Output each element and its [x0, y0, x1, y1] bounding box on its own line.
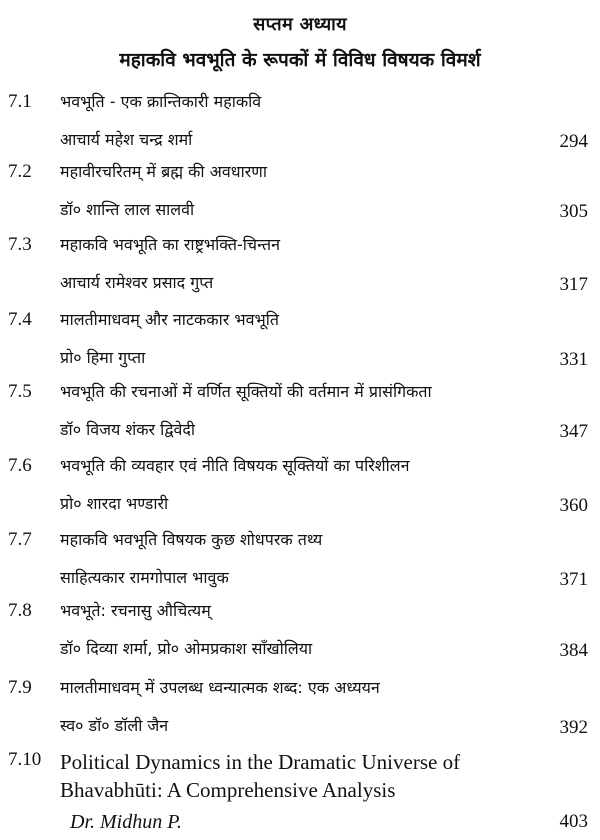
entry-page-number: 360: [559, 495, 588, 516]
entry-author: आचार्य रामेश्वर प्रसाद गुप्त: [60, 273, 214, 292]
entry-number: 7.2: [8, 161, 32, 182]
entry-title: महाकवि भवभूति विषयक कुछ शोधपरक तथ्य: [60, 530, 323, 549]
toc-entry: [0, 380, 600, 458]
entry-title: भवभूति की व्यवहार एवं नीति विषयक सूक्तियों का परिशीलन: [60, 456, 410, 475]
entry-title: मालतीमाधवम् में उपलब्ध ध्वन्यात्मक शब्द: एक अध्ययन: [60, 678, 380, 697]
entry-title: महाकवि भवभूति का राष्ट्रभक्ति-चिन्तन: [60, 235, 281, 254]
entry-author: आचार्य महेश चन्द्र शर्मा: [60, 130, 193, 149]
entry-number: 7.1: [8, 91, 32, 112]
toc-entry: [0, 748, 600, 836]
entry-author: डॉ० दिव्या शर्मा, प्रो० ओमप्रकाश साँखोलिया: [60, 639, 313, 658]
toc-entry: [0, 90, 600, 168]
entry-title: भवभूति - एक क्रान्तिकारी महाकवि: [60, 92, 262, 111]
toc-entry: [0, 160, 600, 238]
entry-page-number: 305: [559, 201, 588, 222]
entry-number: 7.8: [8, 600, 32, 621]
entry-author: डॉ० शान्ति लाल सालवी: [60, 200, 195, 219]
entry-page-number: 384: [559, 640, 588, 661]
entry-author: साहित्यकार रामगोपाल भावुक: [60, 568, 229, 587]
entry-author: प्रो० शारदा भण्डारी: [60, 494, 169, 513]
entry-title: महावीरचरितम् में ब्रह्म की अवधारणा: [60, 162, 267, 181]
entry-author: स्व० डॉ० डॉली जैन: [60, 716, 169, 735]
entry-author: प्रो० हिमा गुप्ता: [60, 348, 146, 367]
toc-entry: [0, 454, 600, 532]
entry-title: भवभूति की रचनाओं में वर्णित सूक्तियों की वर्तमान में प्रासंगिकता: [60, 382, 432, 401]
toc-entry: [0, 308, 600, 386]
chapter-label: सप्तम अध्याय: [253, 14, 347, 35]
chapter-title: महाकवि भवभूति के रूपकों में विविध विषयक विमर्श: [119, 49, 481, 71]
entry-page-number: 294: [559, 131, 588, 152]
entry-title: भवभूते: रचनासु औचित्यम्: [60, 601, 211, 620]
entry-page-number: 371: [559, 569, 588, 590]
entry-number: 7.5: [8, 381, 32, 402]
toc-entry: [0, 676, 600, 754]
toc-entry: [0, 528, 600, 606]
entry-number: 7.4: [8, 309, 32, 330]
entry-page-number: 331: [559, 349, 588, 370]
entry-page-number: 317: [559, 274, 588, 295]
entry-number: 7.3: [8, 234, 32, 255]
entry-page-number: 403: [559, 811, 588, 832]
entry-number: 7.7: [8, 529, 32, 550]
entry-page-number: 347: [559, 421, 588, 442]
entry-author: डॉ० विजय शंकर द्विवेदी: [60, 420, 196, 439]
entry-title: मालतीमाधवम् और नाटककार भवभूति: [60, 310, 280, 329]
entry-number: 7.6: [8, 455, 32, 476]
entry-number: 7.10: [8, 749, 42, 770]
entry-number: 7.9: [8, 677, 32, 698]
entry-title: Political Dynamics in the Dramatic Universe of Bhavabhūti: A Comprehensive Analysis: [60, 750, 461, 802]
entry-author: Dr. Midhun P.: [70, 811, 182, 833]
entry-page-number: 392: [559, 717, 588, 738]
toc-entry: [0, 599, 600, 677]
toc-entry: [0, 233, 600, 311]
